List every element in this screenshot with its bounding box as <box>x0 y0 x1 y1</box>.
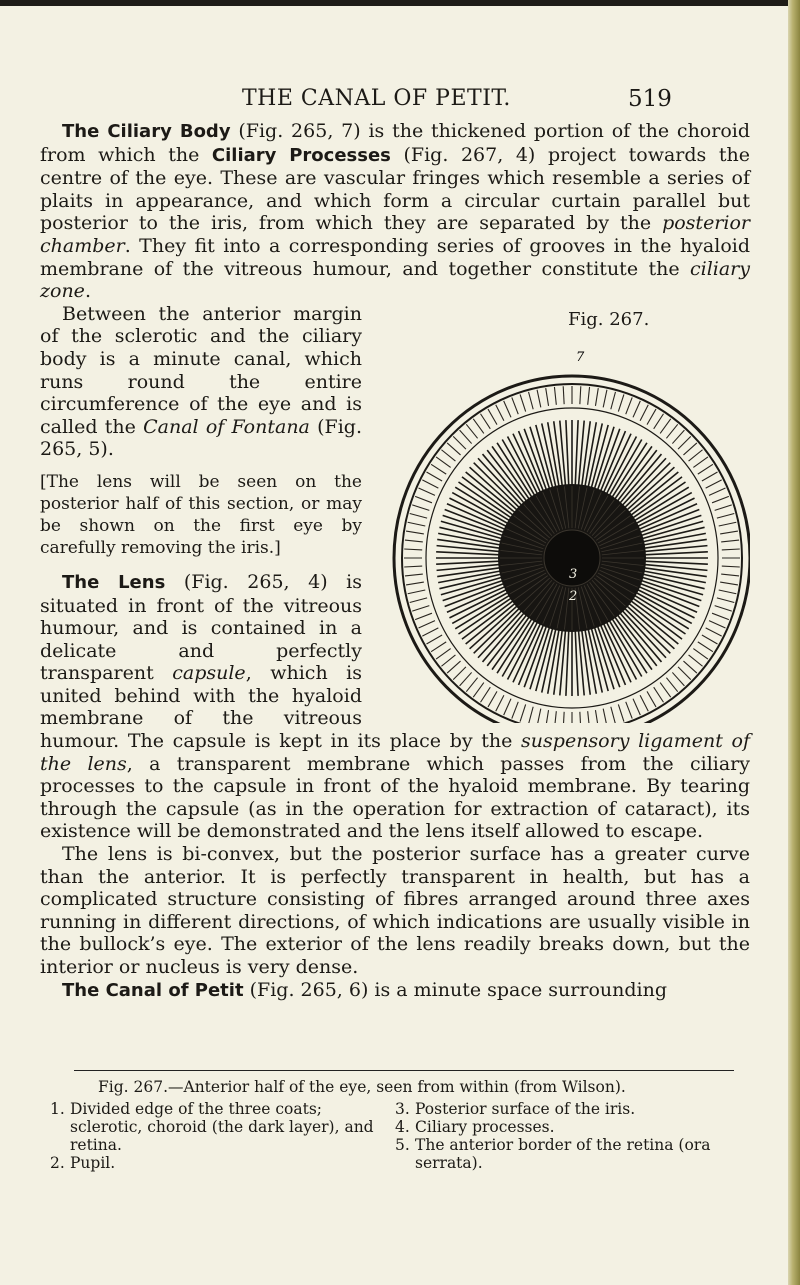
figure-caption <box>50 1078 750 1172</box>
text-run: , which is united behind with the hyaloid membrane of the vitreous humour. The capsule is kept in its place by the <box>40 662 522 753</box>
legend-item <box>395 1136 750 1172</box>
text-run: (Fig. 265, 7) is the thickened portion of the choroid from which the <box>40 120 751 166</box>
paragraph-lens-structure: The lens is bi-convex, but the posterior surface has a greater curve than the anterior. It is perfectly transparent in health, but has a complicated structure consisting of fibres arranged around three axes running in different directions, of which indications are usually visible in the bullock’s eye. The exterior of the lens readily breaks down, but the interior or nucleus is very dense. <box>40 843 750 978</box>
text-run: , a transparent membrane which passes from the ciliary processes to the capsule in front of the hyaloid membrane. By tearing through the capsule (as in the operation for extraction of cataract), its existence will be demonstrated and the lens itself allowed to escape. <box>40 752 750 843</box>
legend-text: Pupil. <box>70 1154 116 1172</box>
marker-3: 3 <box>569 566 578 582</box>
text-run: (Fig. 267, 4) project towards the centre of the eye. These are vascular fringes which resemble a series of plaits in appearance, and which form a circular curtain parallel but posterior to the iris, from which they are separated by the <box>40 143 750 235</box>
paragraph-ciliary-body <box>40 120 750 303</box>
page-edge-binding <box>788 0 800 1285</box>
paragraph-canal-of-petit <box>40 979 750 1003</box>
legend-text: The anterior border of the retina (ora serrata). <box>415 1136 711 1172</box>
eye-anterior-half-drawing <box>394 376 750 723</box>
legend-text: Ciliary processes. <box>415 1118 555 1136</box>
page-header <box>0 86 790 116</box>
term-posterior-chamber: posterior chamber <box>40 212 750 257</box>
legend-item <box>50 1100 380 1154</box>
text-run: (Fig. 265, 4) is situated in front of the vitreous humour, and is contained in a delicate and perfectly transparent <box>40 570 362 685</box>
term-ciliary-processes: Ciliary Processes <box>211 144 391 166</box>
legend-number: 2. <box>50 1154 65 1172</box>
running-title: THE CANAL OF PETIT. <box>242 86 511 111</box>
paragraph-lens-note: [The lens will be seen on the posterior half of this section, or may be shown on the first eye by carefully removing the iris.] <box>40 471 362 558</box>
caption-title: Fig. 267.—Anterior half of the eye, seen from within (from Wilson). <box>98 1078 626 1096</box>
term-ciliary-body: The Ciliary Body <box>62 121 231 142</box>
term-canal-of-fontana: Canal of Fontana <box>143 415 310 438</box>
legend-number: 3. <box>395 1100 410 1118</box>
text-run: (Fig. 265, 5). <box>40 415 362 461</box>
legend-number: 1. <box>50 1100 65 1118</box>
figure-label: Fig. 267. <box>568 308 650 330</box>
legend-text: Posterior surface of the iris. <box>415 1100 636 1118</box>
legend-text: Divided edge of the three coats; sclerotic, choroid (the dark layer), and retina. <box>70 1100 374 1154</box>
term-canal-of-petit: The Canal of Petit <box>62 979 244 1001</box>
term-suspensory-ligament: suspensory ligament of the lens <box>40 730 751 775</box>
text-run: . They fit into a corresponding series of grooves in the hyaloid membrane of the vitreous humour, and together constitute the <box>40 234 750 280</box>
legend-number: 4. <box>395 1118 410 1136</box>
caption-right-column <box>395 1100 750 1172</box>
eye-illustration <box>372 333 750 723</box>
legend-item <box>50 1154 380 1172</box>
caption-legend <box>50 1100 750 1172</box>
text-run: (Fig. 265, 6) is a minute space surrounding <box>243 978 668 1001</box>
legend-number: 5. <box>395 1136 410 1154</box>
term-capsule: capsule <box>172 662 246 685</box>
legend-item <box>395 1100 750 1118</box>
marker-2: 2 <box>569 588 578 604</box>
term-lens: The Lens <box>62 571 166 593</box>
term-ciliary-zone: ciliary zone <box>40 257 750 303</box>
figure-267 <box>372 303 750 723</box>
text-run: Between the anterior margin of the sclerotic and the ciliary body is a minute canal, which runs round the entire circumference of the eye and is called the <box>40 302 362 438</box>
caption-divider <box>74 1070 734 1071</box>
text-run: . <box>84 280 91 303</box>
marker-7: 7 <box>576 349 585 365</box>
page-number: 519 <box>628 86 672 112</box>
legend-item <box>395 1118 750 1136</box>
top-edge-rule <box>0 0 800 6</box>
body-text <box>40 120 750 1002</box>
caption-left-column <box>50 1100 380 1172</box>
